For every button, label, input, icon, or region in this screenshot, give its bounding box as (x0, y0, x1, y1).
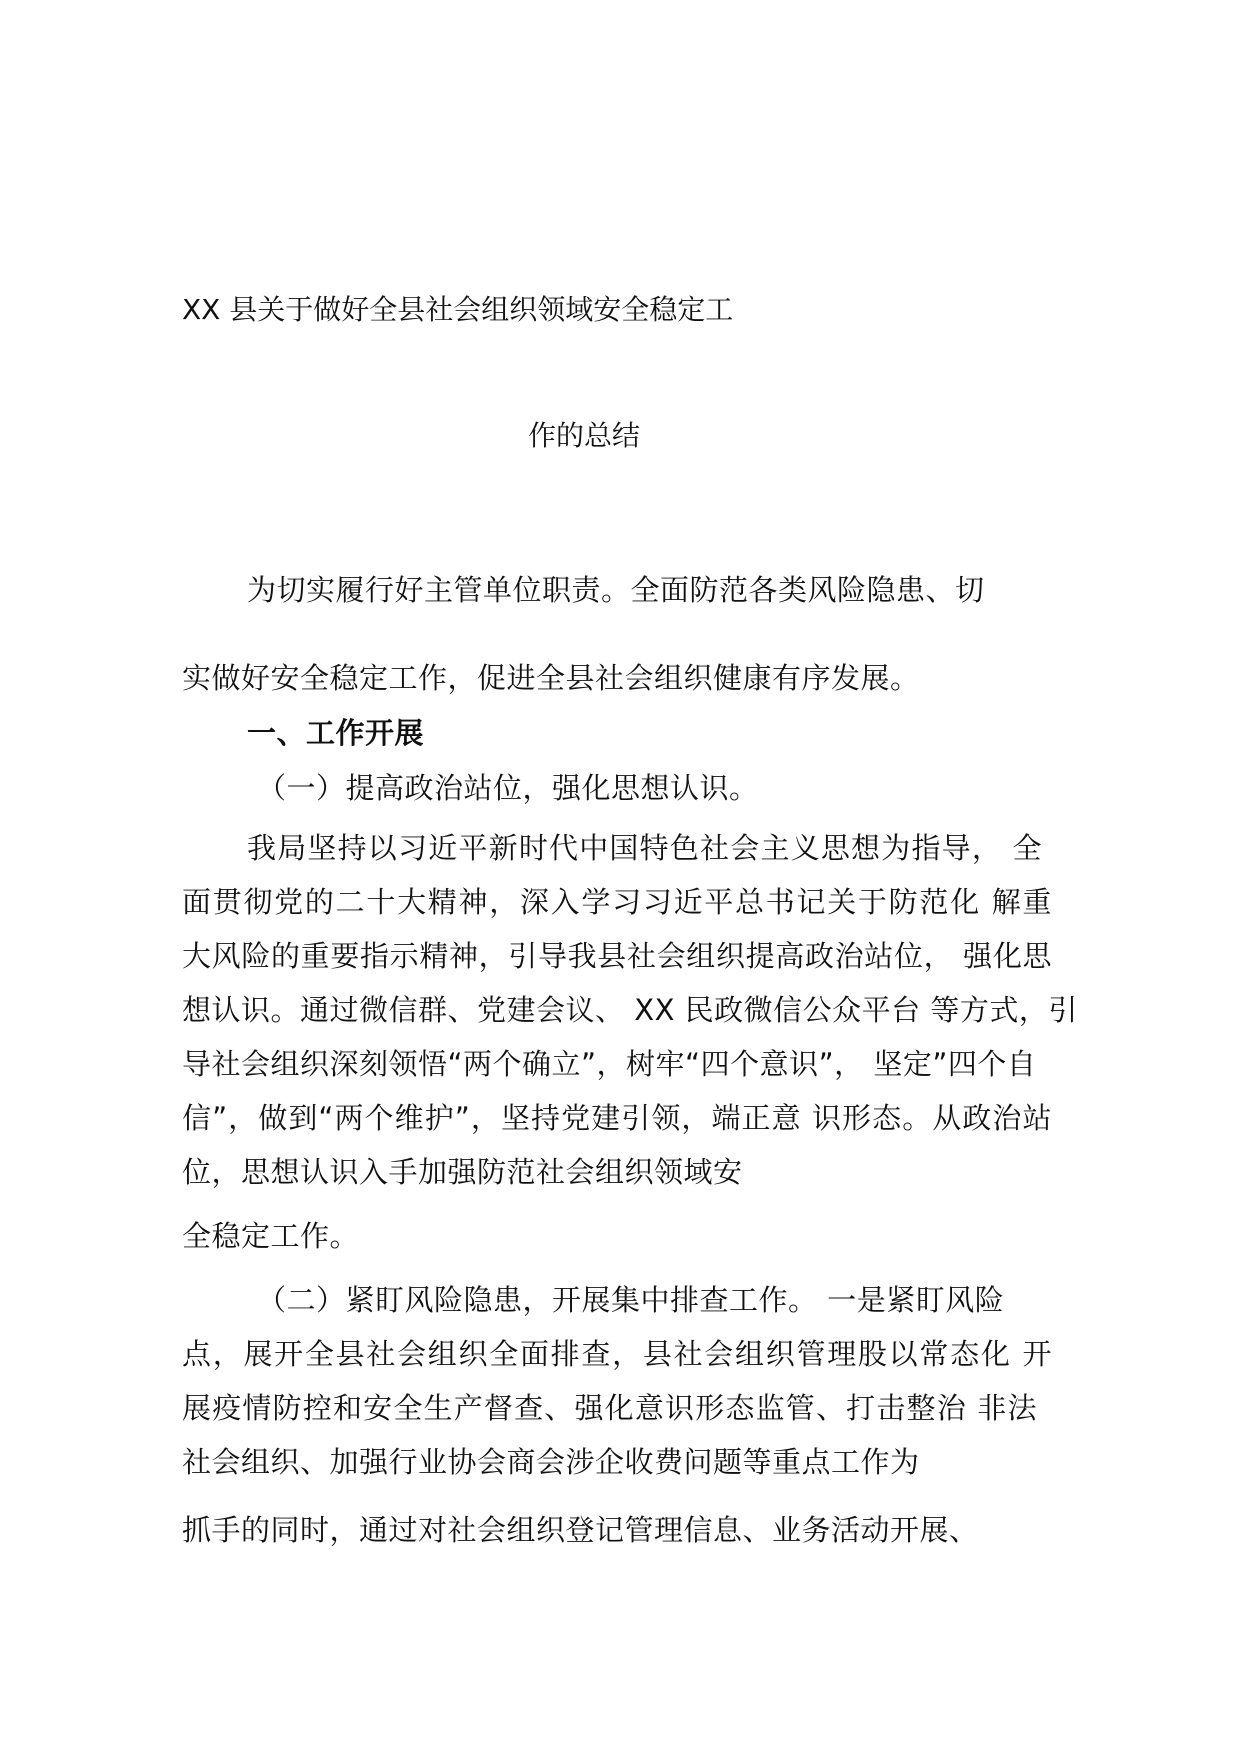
title-line-2: 作的总结 (528, 419, 641, 452)
para1-line-2: 面贯彻党的二十大精神，深入学习习近平总书记关于防范化 解重 (182, 885, 1052, 919)
para1-line-5: 导社会组织深刻领悟“两个确立”，树牢“四个意识”， 坚定”四个自 (182, 1047, 1037, 1081)
para1-line-4: 想认识。通过微信群、党建会议、 XX 民政微信公众平台 等方式，引 (182, 993, 1078, 1027)
subsection-heading: （一）提高政治站位，强化思想认识。 (257, 771, 759, 805)
intro-line-2: 实做好安全稳定工作，促进全县社会组织健康有序发展。 (182, 661, 920, 695)
title-line-1: XX 县关于做好全县社会组织领域安全稳定工 (182, 293, 734, 326)
para1-line-8: 全稳定工作。 (182, 1219, 360, 1253)
para1-line-6: 信”，做到“两个维护”，坚持党建引领，端正意 识形态。从政治站 (182, 1101, 1052, 1135)
intro-line-1: 为切实履行好主管单位职责。全面防范各类风险隐患、切 (247, 573, 985, 607)
para1-line-3: 大风险的重要指示精神，引导我县社会组织提高政治站位， 强化思 (182, 939, 1052, 973)
para2-line-5: 抓手的同时，通过对社会组织登记管理信息、业务活动开展、 (182, 1513, 979, 1547)
section-heading: 一、工作开展 (247, 716, 425, 750)
para1-line-1: 我局坚持以习近平新时代中国特色社会主义思想为指导， 全 (247, 831, 1042, 865)
para2-line-2: 点，展开全县社会组织全面排查，县社会组织管理股以常态化 开 (182, 1337, 1052, 1371)
para2-line-4: 社会组织、加强行业协会商会涉企收费问题等重点工作为 (182, 1445, 920, 1479)
para2-line-1: （二）紧盯风险隐患，开展集中排查工作。 一是紧盯风险 (257, 1283, 1005, 1317)
para2-line-3: 展疫情防控和安全生产督查、强化意识形态监管、打击整治 非法 (182, 1391, 1037, 1425)
para1-line-7: 位，思想认识入手加强防范社会组织领域安 (182, 1155, 743, 1189)
